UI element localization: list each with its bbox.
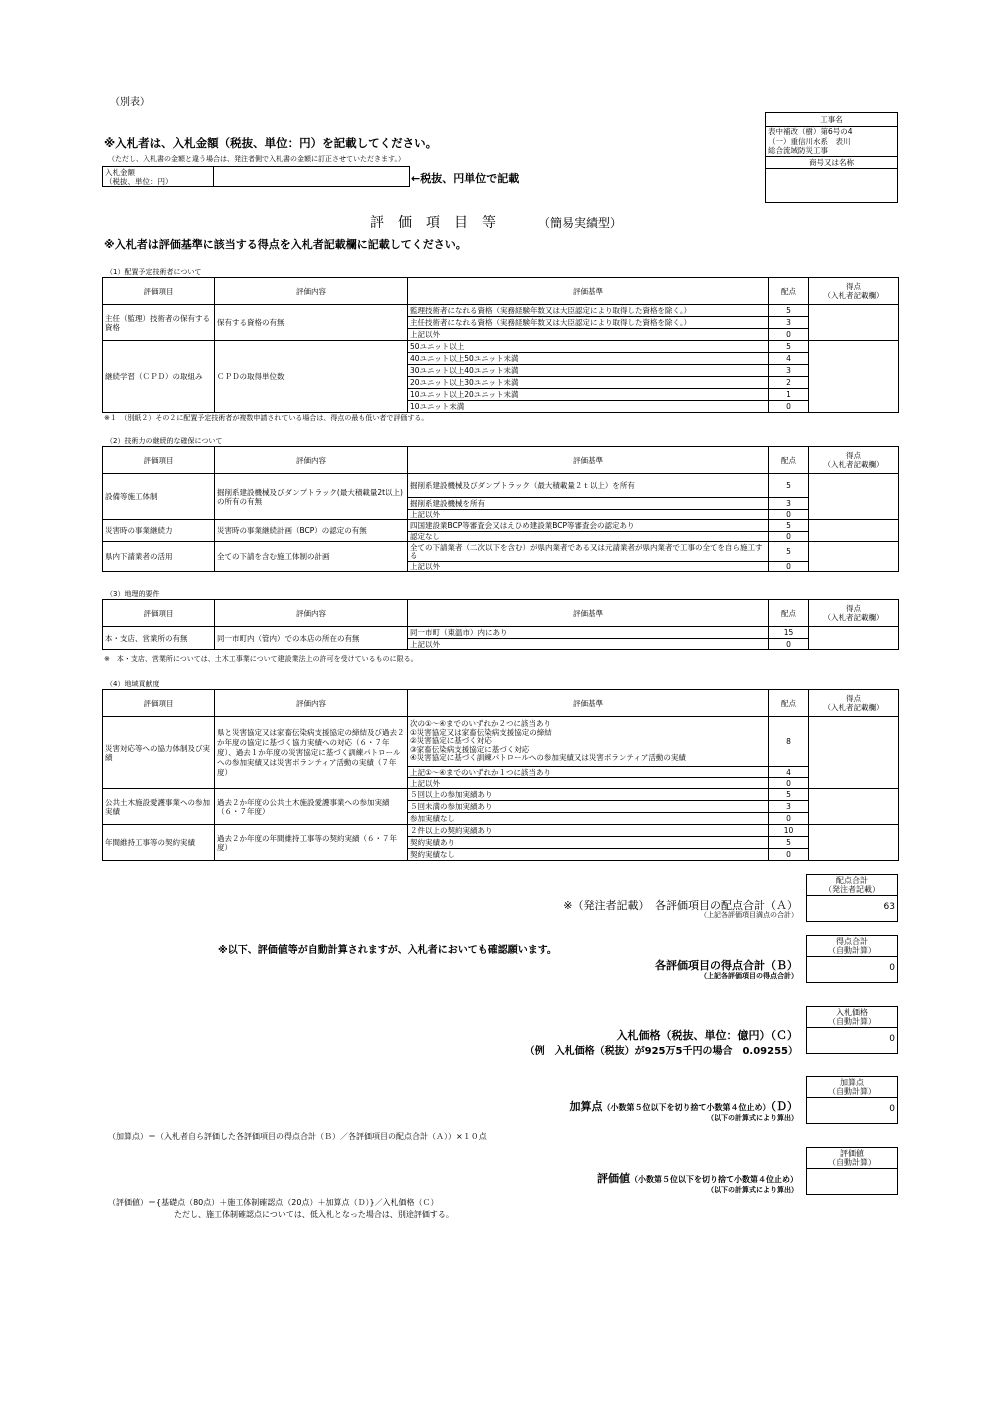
bid-price-value: 0 <box>889 1034 895 1044</box>
col-content: 評価内容 <box>215 690 408 717</box>
s2-r1-score-input[interactable] <box>809 474 899 520</box>
score-total-box <box>806 935 898 983</box>
s4-r1-points: 0 <box>769 778 809 789</box>
s2-r3-item: 県内下請業者の活用 <box>103 542 215 572</box>
project-box <box>765 112 898 203</box>
additional-points-note: （以下の計算式により算出） <box>707 1114 798 1122</box>
s1-r2-content: ＣＰＤの取得単位数 <box>215 341 408 413</box>
s4-r2-criteria: ５回未満の参加実績あり <box>408 801 769 813</box>
score-total-sublabel: （自動計算） <box>828 946 876 955</box>
evaluation-value-label: 評価値 <box>840 1149 864 1158</box>
s2-r2-criteria: 認定なし <box>408 532 769 542</box>
col-item: 評価項目 <box>103 278 215 305</box>
score-instruction: ※入札者は評価基準に該当する得点を入札者記載欄に記載してください。 <box>104 238 467 251</box>
col-item: 評価項目 <box>103 447 215 474</box>
col-content: 評価内容 <box>215 600 408 627</box>
bid-amount-unit: （税抜、単位：円） <box>105 176 173 186</box>
project-name-label: 工事名 <box>766 113 898 127</box>
s3-r1-item: 本・支店、営業所の有無 <box>103 627 215 650</box>
s1-r2-criteria: 30ユニット以上40ユニット未満 <box>408 365 769 377</box>
section3-title: （3）地理的要件 <box>106 590 160 598</box>
annex-label: （別表） <box>110 97 150 108</box>
s2-r2-points: 0 <box>769 532 809 542</box>
score-total-note: （上記各評価項目の得点合計） <box>700 972 798 980</box>
s4-r1-criteria-line: ③家畜伝染病支援協定に基づく対応 <box>410 744 530 754</box>
s4-r2-content: 過去２か年度の公共土木施設愛護事業への参加実績（６・７年度） <box>215 789 408 825</box>
col-content: 評価内容 <box>215 278 408 305</box>
s1-r2-points: 4 <box>769 353 809 365</box>
s2-r2-content: 災害時の事業継続計画（BCP）の認定の有無 <box>215 520 408 542</box>
section3-table <box>102 599 899 650</box>
evaluation-value-sublabel: （自動計算） <box>828 1158 876 1167</box>
bid-amount-table <box>102 166 410 187</box>
s4-r3-item: 年間維持工事等の契約実績 <box>103 825 215 861</box>
s2-r1-points: 0 <box>769 510 809 520</box>
s1-r2-criteria: 50ユニット以上 <box>408 341 769 353</box>
col-content: 評価内容 <box>215 447 408 474</box>
s2-r1-points: 3 <box>769 498 809 510</box>
s3-r1-points: 15 <box>769 627 809 639</box>
s4-r1-item: 災害対応等への協力体制及び実績 <box>103 717 215 789</box>
s1-r2-points: 2 <box>769 377 809 389</box>
project-name-line2: （一）重信川水系 表川 <box>768 136 851 146</box>
evaluation-value-note: （以下の計算式により算出） <box>707 1186 798 1194</box>
s4-r3-criteria: 契約実績あり <box>408 837 769 849</box>
bid-amount-label: 入札金額 <box>105 167 135 177</box>
col-score: 得点 （入札者記載欄） <box>809 600 899 627</box>
col-item: 評価項目 <box>103 690 215 717</box>
col-criteria: 評価基準 <box>408 447 769 474</box>
s2-r1-criteria: 掘削系建設機械及びダンプトラック（最大積載量２ｔ以上）を所有 <box>408 474 769 498</box>
s3-r1-content: 同一市町内（管内）での本店の所在の有無 <box>215 627 408 650</box>
section2-title: （2）技術力の継続的な確保について <box>106 437 223 445</box>
s1-r1-criteria: 主任技術者になれる資格（実務経験年数又は大臣認定により取得した資格を除く。） <box>408 317 769 329</box>
evaluation-value-title: 評価値 <box>597 1172 630 1185</box>
col-points: 配点 <box>769 600 809 627</box>
col-points: 配点 <box>769 690 809 717</box>
project-name-line1: 表中補改（樹）第6号の4 <box>768 127 853 137</box>
trade-name-label: 商号又は名称 <box>766 157 898 169</box>
s3-r1-points: 0 <box>769 639 809 650</box>
s4-r3-points: 0 <box>769 849 809 861</box>
s4-r1-criteria-line: ④災害協定に基づく訓練パトロールへの参加実績又は災害ボランティア活動の実績 <box>410 753 686 763</box>
col-criteria: 評価基準 <box>408 690 769 717</box>
s2-r3-criteria: 上記以外 <box>408 562 769 572</box>
trade-name-input[interactable] <box>766 169 898 203</box>
evaluation-value-value <box>807 1169 897 1175</box>
s1-r1-score-input[interactable] <box>809 305 899 341</box>
s4-r1-points: 4 <box>769 767 809 778</box>
s4-r1-criteria-line: ①災害協定又は家畜伝染病支援協定の締結 <box>410 727 552 737</box>
s4-r1-points: 8 <box>769 717 809 767</box>
s1-r2-points: 1 <box>769 389 809 401</box>
col-score: 得点 （入札者記載欄） <box>809 447 899 474</box>
s4-r3-content: 過去２か年度の年間維持工事等の契約実績（６・７年度） <box>215 825 408 861</box>
additional-points-text <box>570 1098 799 1114</box>
s1-r1-points: 3 <box>769 317 809 329</box>
s2-r1-criteria: 掘削系建設機械を所有 <box>408 498 769 510</box>
s3-r1-criteria: 上記以外 <box>408 639 769 650</box>
s1-r2-points: 0 <box>769 401 809 413</box>
points-total-box <box>806 874 898 922</box>
s4-r2-points: 3 <box>769 801 809 813</box>
s4-r1-criteria-line: 次の①～④までのいずれか２つに該当あり <box>410 719 551 729</box>
s1-r2-points: 3 <box>769 365 809 377</box>
s3-r1-criteria: 同一市町（東温市）内にあり <box>408 627 769 639</box>
page-subtitle: （簡易実績型） <box>538 216 623 230</box>
s2-r3-score-input[interactable] <box>809 542 899 572</box>
col-points: 配点 <box>769 447 809 474</box>
s3-r1-score-input[interactable] <box>809 627 899 650</box>
col-score: 得点 （入札者記載欄） <box>809 690 899 717</box>
s1-r1-item: 主任（監理）技術者の保有する資格 <box>103 305 215 341</box>
bid-instruction-note: （ただし、入札書の金額と違う場合は、発注者側で入札書の金額に訂正させていただきます。） <box>108 155 405 163</box>
s2-r2-item: 災害時の事業継続力 <box>103 520 215 542</box>
s2-r2-score-input[interactable] <box>809 520 899 542</box>
s4-r2-criteria: 参加実績なし <box>408 813 769 825</box>
s4-r3-criteria: 契約実績なし <box>408 849 769 861</box>
s1-r2-score-input[interactable] <box>809 341 899 413</box>
section1-table <box>102 277 899 413</box>
col-criteria: 評価基準 <box>408 600 769 627</box>
s4-r3-points: 5 <box>769 837 809 849</box>
section1-title: （1）配置予定技術者について <box>106 268 202 276</box>
s2-r3-points: 0 <box>769 562 809 572</box>
bid-instruction: ※入札者は、入札金額（税抜、単位：円）を記載してください。 <box>104 136 438 150</box>
points-total-text: ※（発注者記載） 各評価項目の配点合計（Ａ） <box>563 899 798 912</box>
col-score: 得点 （入札者記載欄） <box>809 278 899 305</box>
evaluation-value-rounding: （小数第５位以下を切り捨て小数第４位止め） <box>630 1175 798 1184</box>
additional-points-value: 0 <box>889 1104 895 1114</box>
bid-arrow-note: ←税抜、円単位で記載 <box>411 172 520 185</box>
additional-points-label: 加算点 <box>840 1078 864 1087</box>
s1-r1-criteria: 監理技術者になれる資格（実務経験年数又は大臣認定により取得した資格を除く。） <box>408 305 769 317</box>
s4-r2-score-input[interactable] <box>809 789 899 825</box>
s4-r3-score-input[interactable] <box>809 825 899 861</box>
s4-r1-criteria: 上記①～④までのいずれか１つに該当あり <box>408 767 769 778</box>
section4-title: （4）地域貢献度 <box>106 680 160 688</box>
bid-amount-input[interactable] <box>214 167 410 187</box>
col-item: 評価項目 <box>103 600 215 627</box>
s2-r2-points: 5 <box>769 520 809 532</box>
bid-price-sublabel: （自動計算） <box>828 1017 876 1026</box>
s1-r1-points: 0 <box>769 329 809 341</box>
s4-r2-points: 0 <box>769 813 809 825</box>
s2-r1-item: 設備等施工体制 <box>103 474 215 520</box>
bid-price-label: 入札価格 <box>836 1008 868 1017</box>
s2-r1-criteria: 上記以外 <box>408 510 769 520</box>
evaluation-formula: （評価値）＝{基礎点（80点）＋施工体制確認点（20点）＋加算点（Ｄ）}／入札価格（Ｃ） <box>108 1198 439 1207</box>
points-total-sublabel: （発注者記載） <box>824 885 880 894</box>
additional-points-title: 加算点 <box>569 1100 603 1113</box>
s4-r2-criteria: ５回以上の参加実績あり <box>408 789 769 801</box>
s4-r2-item: 公共土木施設愛護事業への参加実績 <box>103 789 215 825</box>
s4-r1-criteria: 上記以外 <box>408 778 769 789</box>
evaluation-formula-note: ただし、施工体制確認点については、低入札となった場合は、別途評価する。 <box>174 1210 454 1219</box>
s4-r3-points: 10 <box>769 825 809 837</box>
s2-r2-criteria: 四国建設業BCP等審査会又はえひめ建設業BCP等審査会の認定あり <box>408 520 769 532</box>
s1-r2-criteria: 20ユニット以上30ユニット未満 <box>408 377 769 389</box>
s4-r1-criteria-group <box>408 717 769 767</box>
additional-points-formula: （加算点）＝（入札者自ら評価した各評価項目の得点合計（Ｂ）／各評価項目の配点合計（Ａ））×１０点 <box>108 1132 487 1141</box>
s4-r3-criteria: ２件以上の契約実績あり <box>408 825 769 837</box>
s2-r1-points: 5 <box>769 474 809 498</box>
s1-r2-points: 5 <box>769 341 809 353</box>
additional-points-rounding: （小数第５位以下を切り捨て小数第４位止め） <box>602 1103 771 1112</box>
s2-r3-criteria: 全ての下請業者（二次以下を含む）が県内業者である又は元請業者が県内業者で工事の全てを自ら施工する <box>408 542 769 562</box>
evaluation-value-text <box>597 1170 798 1186</box>
additional-points-sublabel: （自動計算） <box>828 1087 876 1096</box>
section2-table <box>102 446 899 572</box>
bid-price-example: （例 入札価格（税抜）が925万5千円の場合 0.09255） <box>524 1046 798 1057</box>
points-total-label: 配点合計 <box>836 876 868 885</box>
bid-price-box <box>806 1006 898 1054</box>
project-name-line3: 総合流域防災工事 <box>768 146 828 156</box>
s2-r1-content: 掘削系建設機械及びダンプトラック(最大積載量2t以上)の所有の有無 <box>215 474 408 520</box>
s4-r1-score-input[interactable] <box>809 717 899 789</box>
col-points: 配点 <box>769 278 809 305</box>
section4-table <box>102 689 899 861</box>
page-title: 評 価 項 目 等 <box>370 215 496 231</box>
s1-r1-criteria: 上記以外 <box>408 329 769 341</box>
s1-r2-criteria: 40ユニット以上50ユニット未満 <box>408 353 769 365</box>
points-total-note: （上記各評価項目満点の合計） <box>700 911 798 919</box>
s1-r2-criteria: 10ユニット以上20ユニット未満 <box>408 389 769 401</box>
s1-r1-points: 5 <box>769 305 809 317</box>
s4-r1-content: 県と災害協定又は家畜伝染病支援協定の締結及び過去２か年度の協定に基づく協力実績への対応（６・７年度）、過去１か年度の災害協定に基づく訓練パトロールへの参加実績又は災害ボランティア活動の実績（７年度） <box>215 717 408 789</box>
score-total-value: 0 <box>889 963 895 973</box>
points-total-value: 63 <box>883 902 895 912</box>
s4-r2-points: 5 <box>769 789 809 801</box>
col-criteria: 評価基準 <box>408 278 769 305</box>
s1-r1-content: 保有する資格の有無 <box>215 305 408 341</box>
section1-note: ※１ （別紙２）その２に配置予定技術者が複数申請されている場合は、得点の最も低い者で評価する。 <box>104 414 429 422</box>
s2-r3-points: 5 <box>769 542 809 562</box>
evaluation-value-box <box>806 1147 898 1195</box>
additional-points-symbol: （Ｄ） <box>770 1100 798 1113</box>
auto-calc-note: ※以下、評価値等が自動計算されますが、入札者においても確認願います。 <box>218 945 557 956</box>
s4-r1-criteria-line: ②災害協定に基づく対応 <box>410 736 492 746</box>
additional-points-box <box>806 1076 898 1124</box>
bid-price-text: 入札価格（税抜、単位：億円）（Ｃ） <box>616 1029 798 1042</box>
s2-r3-content: 全ての下請を含む施工体制の計画 <box>215 542 408 572</box>
s1-r2-item: 継続学習（ＣＰＤ）の取組み <box>103 341 215 413</box>
score-total-text: 各評価項目の得点合計（Ｂ） <box>655 959 798 972</box>
section3-note: ※ 本・支店、営業所については、土木工事業について建設業法上の許可を受けているものに限る。 <box>104 655 418 663</box>
s1-r2-criteria: 10ユニット未満 <box>408 401 769 413</box>
score-total-label: 得点合計 <box>836 937 868 946</box>
